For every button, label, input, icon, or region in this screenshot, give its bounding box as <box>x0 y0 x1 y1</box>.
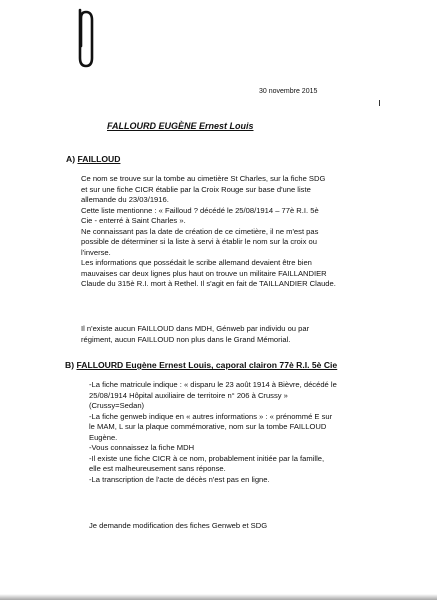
text-line: régiment, aucun FAILLOUD non plus dans le Grand Mémorial. <box>81 334 291 344</box>
paperclip-icon <box>66 6 100 72</box>
text-line: Cie - enterré à Saint Charles ». <box>81 216 186 225</box>
text-line: Ce nom se trouve sur la tombe au cimetière St Charles, sur la fiche SDG <box>81 174 326 183</box>
document-date: 30 novembre 2015 <box>259 88 318 95</box>
text-line: 25/08/1914 Hôpital auxiliaire de territoire n° 206 à Crussy » <box>89 390 288 400</box>
text-line: et sur une fiche CICR établie par la Croix Rouge sur base d'une liste <box>81 184 311 194</box>
text-line: Les informations que possédait le scribe allemand devaient être bien <box>81 258 312 267</box>
text-line: -Vous connaissez la fiche MDH <box>89 443 195 452</box>
section-b-paragraph <box>89 380 337 485</box>
section-a-marker: A) <box>66 154 76 164</box>
text-line: Eugène. <box>89 432 118 442</box>
section-b-heading <box>65 360 337 370</box>
section-b-marker: B) <box>65 360 75 370</box>
text-line: l'inverse. <box>81 247 111 257</box>
text-line: possible de déterminer si la liste à servi à établir le nom sur la croix ou <box>81 237 317 246</box>
text-line: allemande du 23/03/1916. <box>81 195 169 204</box>
text-line: Il n'existe aucun FAILLOUD dans MDH, Génweb par individu ou par <box>81 324 310 333</box>
text-line: (Crussy=Sedan) <box>89 401 145 410</box>
section-b-name: FALLOURD Eugène Ernest Louis, caporal clairon 77è R.I. 5è Cie <box>76 360 338 370</box>
text-line: -La fiche matricule indique : « disparu le 23 août 1914 à Bièvre, décédé le <box>89 380 337 389</box>
text-line: Ne connaissant pas la date de création de ce cimetière, il ne m'est pas <box>81 226 319 236</box>
text-line: -La fiche genweb indique en « autres informations » : « prénommé E sur <box>89 411 333 421</box>
scan-edge-shadow <box>0 594 437 600</box>
section-a-heading <box>66 154 120 164</box>
section-a-conclusion <box>81 324 309 345</box>
section-a-name: FAILLOUD <box>77 154 121 164</box>
text-line: -La transcription de l'acte de décès n'est pas en ligne. <box>89 474 270 484</box>
text-line: Cette liste mentionne : « Failloud ? décédé le 25/08/1914 – 77è R.I. 5è <box>81 205 319 215</box>
document-title: FALLOURD EUGÈNE Ernest Louis <box>107 121 254 131</box>
text-line: le MAM, L sur la plaque commémorative, nom sur la tombe FAILLOUD <box>89 422 327 431</box>
text-line: elle est malheureusement sans réponse. <box>89 464 226 473</box>
scan-mark <box>379 100 380 106</box>
section-a-paragraph <box>81 174 336 290</box>
text-line: Claude du 315è R.I. mort à Rethel. Il s'agit en fait de TAILLANDIER Claude. <box>81 279 336 288</box>
text-line: mauvaises car deux lignes plus haut on trouve un militaire FAILLANDIER <box>81 268 327 278</box>
closing-request: Je demande modification des fiches Genweb et SDG <box>89 521 268 530</box>
text-line: -Il existe une fiche CICR à ce nom, probablement initiée par la famille, <box>89 453 325 463</box>
